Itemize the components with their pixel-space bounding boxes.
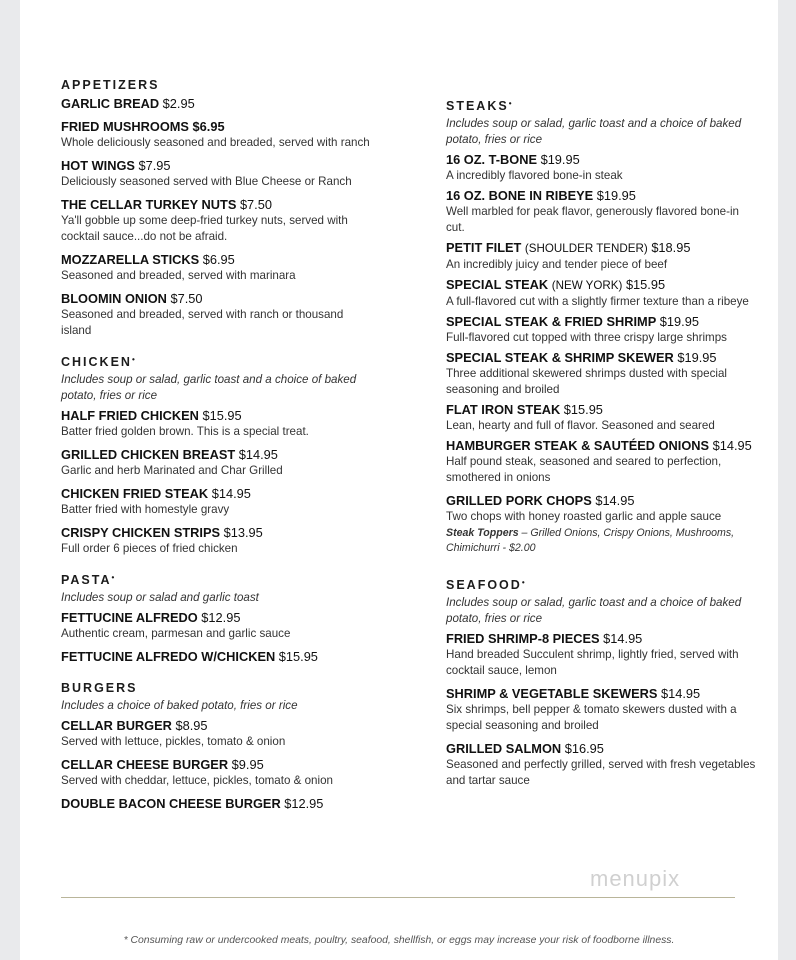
item-price: $13.95 [223, 525, 263, 540]
menu-item [61, 756, 371, 789]
watermark-logo: menupix [590, 866, 681, 891]
steak-toppers: Steak Toppers – Grilled Onions, Crispy Onions, Mushrooms, Chimichurri - $2.00 [446, 527, 735, 554]
item-price: $15.95 [278, 649, 318, 664]
item-price: $15.95 [563, 402, 603, 417]
seafood-note: Includes soup or salad, garlic toast and a choice of baked potato, fries or rice [446, 596, 742, 625]
menu-item [61, 251, 371, 284]
item-price: $6.95 [202, 252, 235, 267]
item-description: Ya'll gobble up some deep-fried turkey nuts, served with cocktail sauce...do not be afraid. [61, 214, 348, 243]
item-description: Seasoned and breaded, served with ranch or thousand island [61, 308, 344, 337]
item-name: GRILLED CHICKEN BREAST [61, 447, 236, 462]
menu-item [446, 276, 756, 310]
item-price: $19.95 [659, 314, 699, 329]
item-price: $16.95 [564, 741, 604, 756]
menu-item [61, 446, 371, 479]
item-price: $14.95 [211, 486, 251, 501]
menu-page [20, 0, 778, 960]
item-name: CELLAR CHEESE BURGER [61, 757, 229, 772]
item-name: FETTUCINE ALFREDO W/CHICKEN [61, 649, 276, 664]
item-name: THE CELLAR TURKEY NUTS [61, 197, 237, 212]
menu-item [446, 740, 756, 789]
item-description: Served with lettuce, pickles, tomato & onion [61, 735, 286, 748]
item-name: 16 OZ. T-BONE [446, 152, 538, 167]
item-price: $19.95 [540, 152, 580, 167]
menu-item [61, 648, 371, 665]
item-price: $14.95 [712, 438, 752, 453]
item-price: $9.95 [231, 757, 264, 772]
item-price: $2.95 [162, 96, 195, 111]
item-price: $18.95 [651, 240, 691, 255]
steaks-note: Includes soup or salad, garlic toast and a choice of baked potato, fries or rice [446, 117, 742, 146]
right-column [446, 99, 756, 805]
menu-item [446, 239, 756, 273]
item-price: $19.95 [677, 350, 717, 365]
item-name: DOUBLE BACON CHEESE BURGER [61, 796, 281, 811]
item-price: $6.95 [192, 119, 225, 134]
item-description: Deliciously seasoned served with Blue Cheese or Ranch [61, 175, 352, 188]
item-name: 16 OZ. BONE IN RIBEYE [446, 188, 594, 203]
item-price: $14.95 [660, 686, 701, 701]
chicken-note: Includes soup or salad, garlic toast and a choice of baked potato, fries or rice [61, 373, 357, 402]
item-name: FETTUCINE ALFREDO [61, 610, 198, 625]
footer-disclaimer: * Consuming raw or undercooked meats, poultry, seafood, shellfish, or eggs may increase your risk of foodborne illness. [123, 935, 675, 946]
menu-item [61, 95, 371, 112]
item-name: SPECIAL STEAK [446, 277, 549, 292]
item-subtitle: (SHOULDER TENDER) [524, 242, 648, 255]
item-name: GARLIC BREAD [61, 96, 160, 111]
item-description: Garlic and herb Marinated and Char Grilled [61, 464, 283, 477]
burgers-title: BURGERS [61, 681, 138, 695]
chicken-title: CHICKEN• [61, 355, 135, 369]
item-description: Hand breaded Succulent shrimp, lightly fried, served with cocktail sauce, lemon [446, 648, 739, 677]
seafood-section [446, 578, 756, 789]
item-name: CRISPY CHICKEN STRIPS [61, 525, 221, 540]
item-name: GRILLED SALMON [446, 741, 562, 756]
item-description: Seasoned and breaded, served with marinara [61, 269, 296, 282]
item-name: SHRIMP & VEGETABLE SKEWERS [446, 686, 658, 701]
menu-item [446, 349, 756, 398]
menu-item [446, 630, 756, 679]
item-description: Served with cheddar, lettuce, pickles, tomato & onion [61, 774, 333, 787]
pasta-title: PASTA• [61, 573, 115, 587]
item-description: Whole deliciously seasoned and breaded, served with ranch [61, 136, 370, 149]
burgers-note: Includes a choice of baked potato, fries or rice [61, 699, 298, 712]
menu-item [446, 313, 756, 346]
item-name: CHICKEN FRIED STEAK [61, 486, 209, 501]
item-description: Batter fried with homestyle gravy [61, 503, 230, 516]
item-name: FRIED MUSHROOMS [61, 119, 189, 134]
item-price: $7.95 [138, 158, 171, 173]
pasta-section [61, 573, 371, 665]
menu-item [61, 524, 371, 557]
menu-item [61, 157, 371, 190]
item-description: Full-flavored cut topped with three crispy large shrimps [446, 331, 727, 344]
item-name: GRILLED PORK CHOPS [446, 493, 592, 508]
item-name: MOZZARELLA STICKS [61, 252, 200, 267]
item-description: An incredibly juicy and tender piece of beef [446, 258, 668, 271]
menu-item [61, 795, 371, 812]
item-name: SPECIAL STEAK & FRIED SHRIMP [446, 314, 657, 329]
menu-item [61, 485, 371, 518]
item-description: Half pound steak, seasoned and seared to perfection, smothered in onions [446, 455, 722, 484]
appetizers-section [61, 78, 371, 339]
left-column [61, 78, 371, 828]
menu-item [61, 290, 371, 339]
item-description: Seasoned and perfectly grilled, served with fresh vegetables and tartar sauce [446, 758, 756, 787]
item-price: $7.50 [170, 291, 203, 306]
menu-item [61, 196, 371, 245]
appetizers-title: APPETIZERS [61, 78, 160, 92]
item-description: A full-flavored cut with a slightly firmer texture than a ribeye [446, 295, 749, 308]
item-price: $15.95 [625, 277, 666, 292]
seafood-title: SEAFOOD• [446, 578, 525, 592]
burgers-section [61, 681, 371, 812]
item-description: Six shrimps, bell pepper & tomato skewers dusted with a special seasoning and broiled [446, 703, 737, 732]
item-description: Two chops with honey roasted garlic and apple sauce [446, 510, 722, 523]
steaks-section [446, 99, 756, 556]
menu-item [61, 717, 371, 750]
menu-item [61, 609, 371, 642]
menu-item [446, 151, 756, 184]
item-description: Three additional skewered shrimps dusted with special seasoning and broiled [446, 367, 727, 396]
item-name: SPECIAL STEAK & SHRIMP SKEWER [446, 350, 674, 365]
item-price: $12.95 [284, 796, 324, 811]
item-name: BLOOMIN ONION [61, 291, 167, 306]
item-price: $19.95 [596, 188, 636, 203]
item-description: Authentic cream, parmesan and garlic sauce [61, 627, 291, 640]
item-description: Full order 6 pieces of fried chicken [61, 542, 238, 555]
steaks-title: STEAKS• [446, 99, 512, 113]
item-description: Well marbled for peak flavor, generously flavored bone-in cut. [446, 205, 740, 234]
menu-item [446, 492, 756, 525]
item-description: Lean, hearty and full of flavor. Seasoned and seared [446, 419, 715, 432]
item-price: $8.95 [175, 718, 208, 733]
item-name: CELLAR BURGER [61, 718, 172, 733]
item-name: HOT WINGS [61, 158, 135, 173]
item-name: FLAT IRON STEAK [446, 402, 561, 417]
menu-item [61, 118, 371, 151]
item-name: FRIED SHRIMP-8 PIECES [446, 631, 600, 646]
item-price: $15.95 [202, 408, 242, 423]
menu-item [446, 401, 756, 434]
item-description: A incredibly flavored bone-in steak [446, 169, 623, 182]
menu-item [446, 437, 756, 486]
menu-item [446, 187, 756, 236]
menu-item [446, 685, 756, 734]
menu-item [61, 407, 371, 440]
item-subtitle: (NEW YORK) [551, 279, 623, 292]
item-price: $14.95 [238, 447, 278, 462]
chicken-section [61, 355, 371, 557]
item-name: HALF FRIED CHICKEN [61, 408, 199, 423]
pasta-note: Includes soup or salad and garlic toast [61, 591, 259, 604]
item-price: $12.95 [201, 610, 241, 625]
item-price: $14.95 [603, 631, 643, 646]
item-price: $7.50 [239, 197, 272, 212]
item-name: HAMBURGER STEAK & SAUTÉED ONIONS [446, 438, 710, 453]
item-description: Batter fried golden brown. This is a special treat. [61, 425, 309, 438]
item-price: $14.95 [595, 493, 635, 508]
footer-divider [61, 897, 735, 898]
item-name: PETIT FILET [446, 240, 522, 255]
